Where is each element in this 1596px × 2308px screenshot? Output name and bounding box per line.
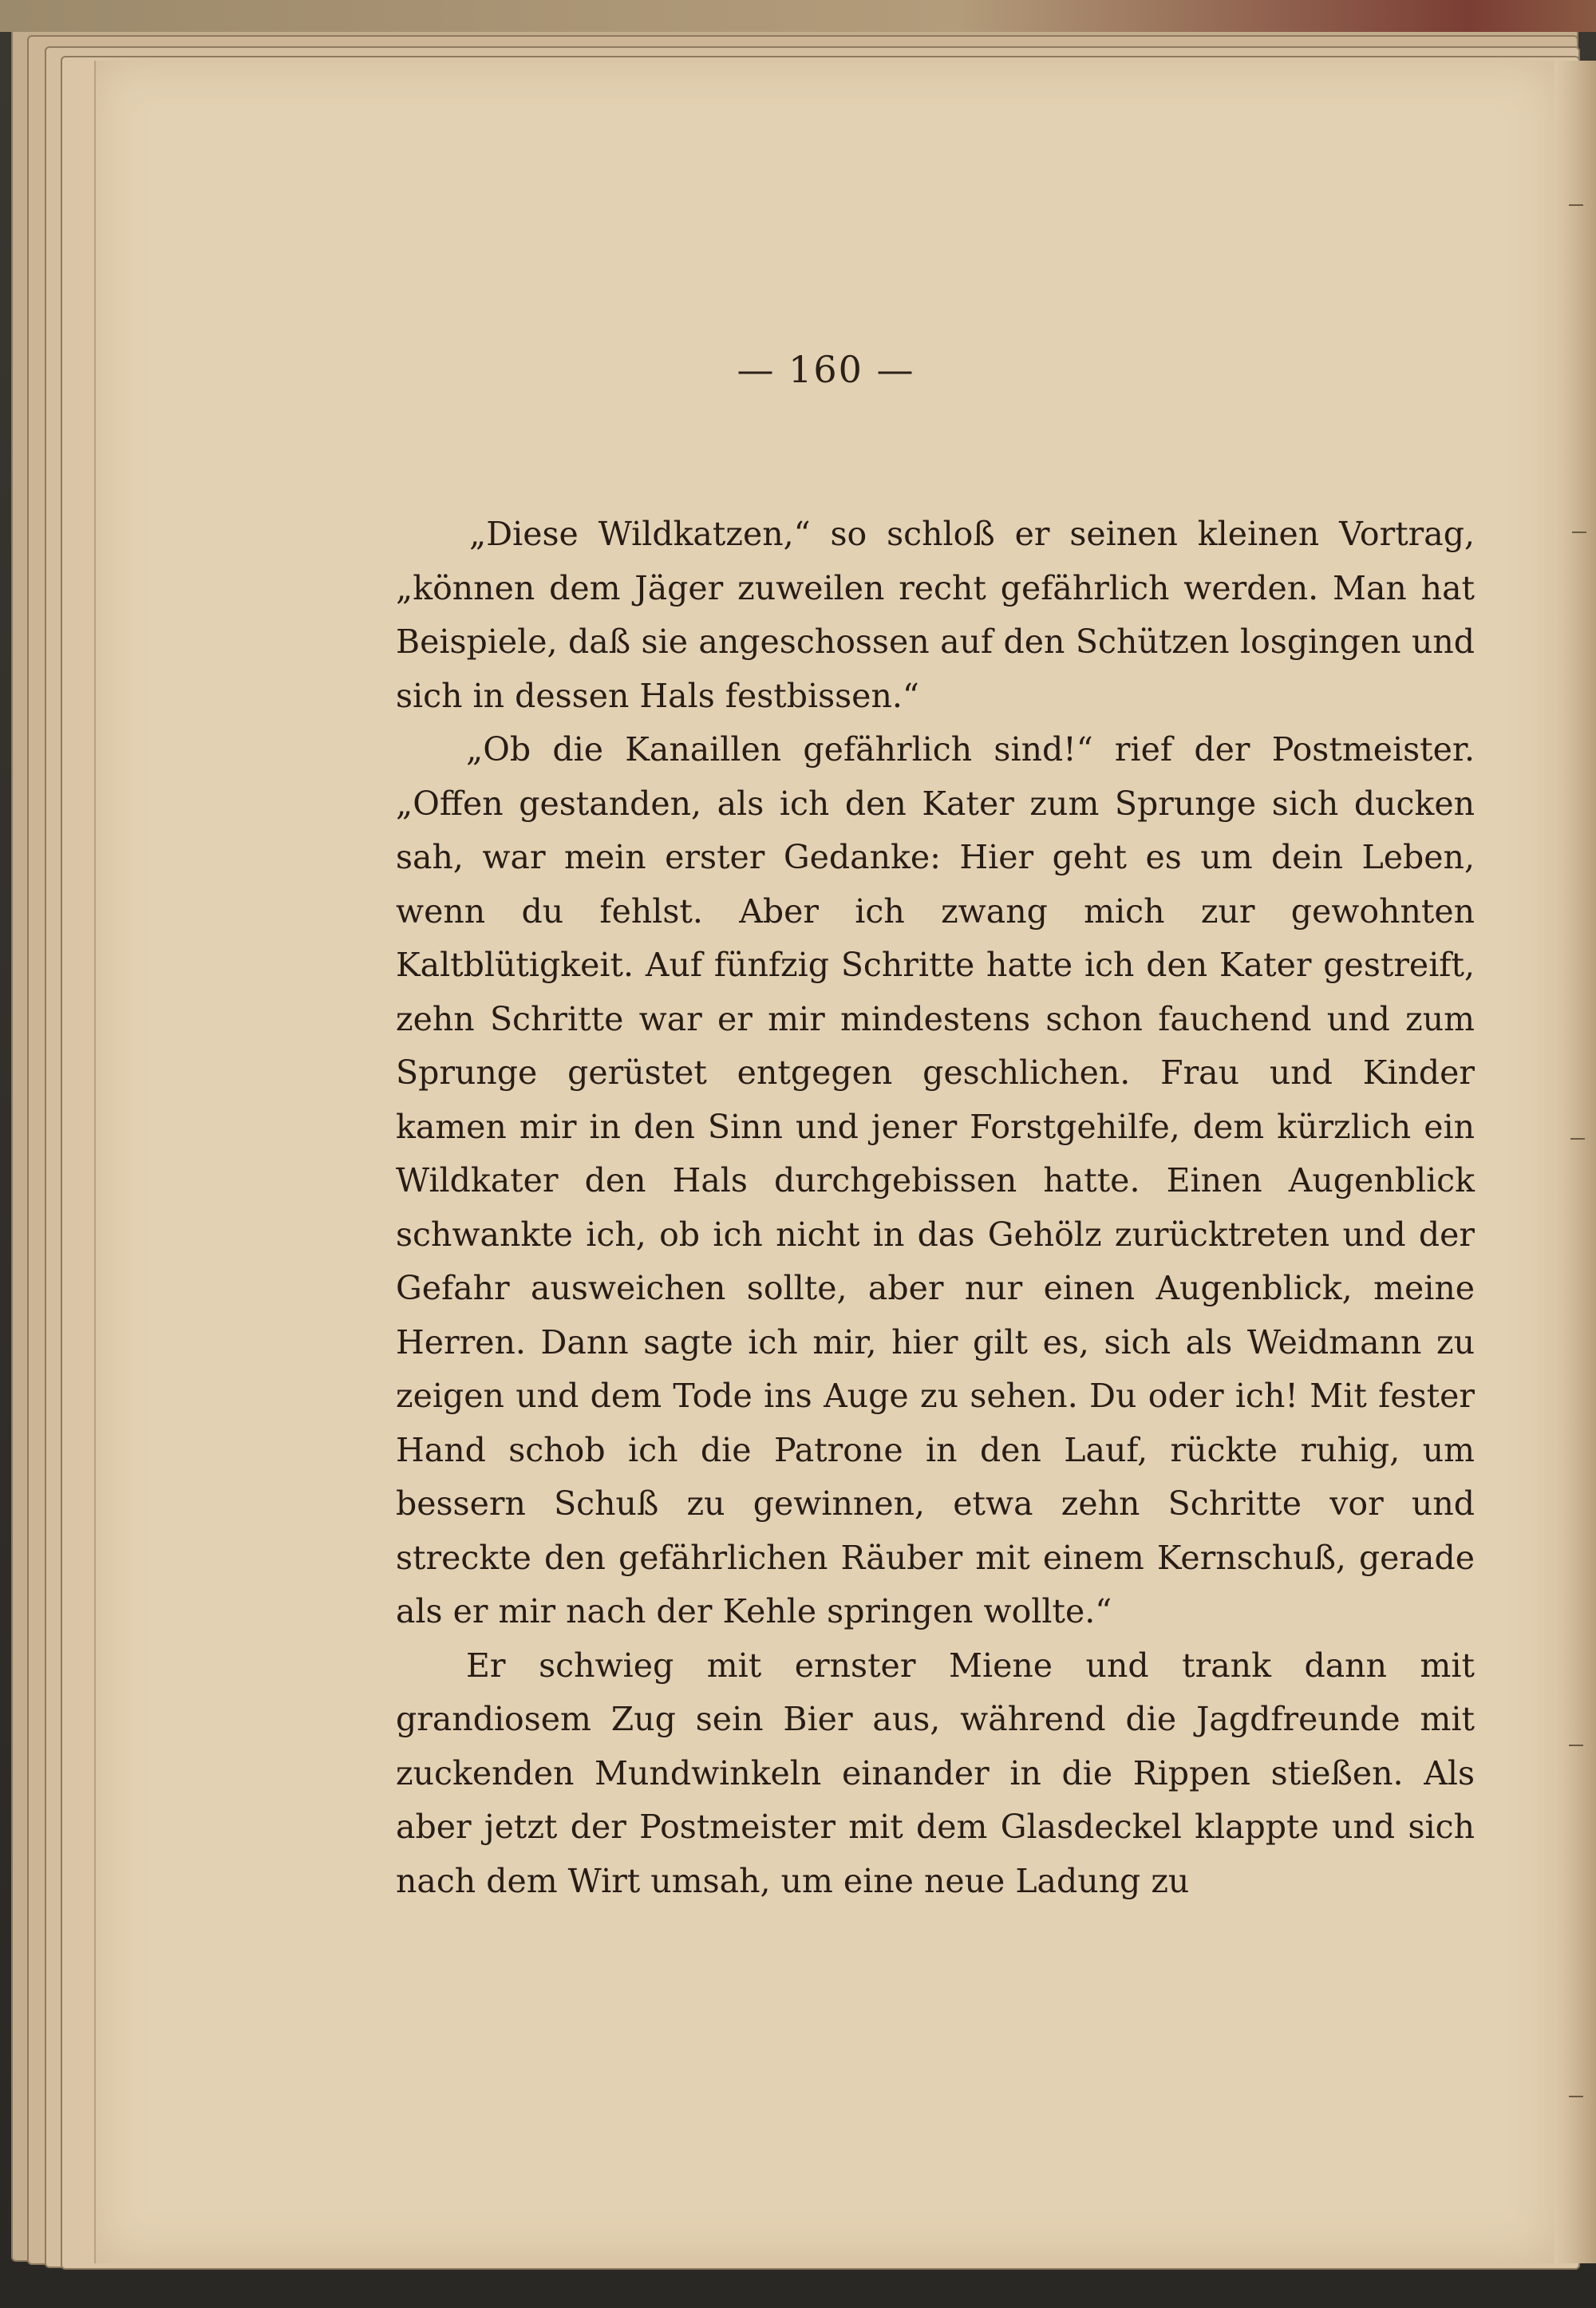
- margin-mark: [1569, 1745, 1583, 1746]
- paragraph: „Diese Wildkatzen,“ so schloß er seinen kleinen Vortrag, „können dem Jäger zuweilen recht gefährlich werden. Man hat Beispiele, daß sie angeschossen auf den Schützen losgingen und sich in dessen Hals festbissen.“: [396, 515, 1475, 715]
- margin-mark: [1569, 204, 1583, 206]
- margin-mark: [1569, 2096, 1583, 2097]
- margin-mark: [1572, 532, 1586, 533]
- page-number: — 160 —: [737, 348, 915, 391]
- page-gutter: [1555, 61, 1596, 2263]
- book-top-edge: [0, 0, 1596, 32]
- book-page: [94, 61, 1556, 2263]
- paragraph: „Ob die Kanaillen gefährlich sind!“ rief der Postmeister. „Offen gestanden, als ich den Kater zum Sprunge sich ducken sah, war mein erster Gedanke: Hier geht es um dein Leben, wenn du fehlst. Aber ich zwang mich zur gewohnten Kaltblütigkeit. Auf fünfzig Schritte hatte ich den Kater gestreift, zehn Schritte war er mir mindestens schon fauchend und zum Sprunge gerüstet entgegen geschlichen. Frau und Kinder kamen mir in den Sinn und jener Forstgehilfe, dem kürzlich ein Wildkater den Hals durchgebissen hatte. Einen Augenblick schwankte ich, ob ich nicht in das Gehölz zurücktreten und der Gefahr ausweichen sollte, aber nur einen Augenblick, meine Herren. Dann sagte ich mir, hier gilt es, sich als Weidmann zu zeigen und dem Tode ins Auge zu sehen. Du oder ich! Mit fester Hand schob ich die Patrone in den Lauf, rückte ruhig, um bessern Schuß zu gewinnen, etwa zehn Schritte vor und streckte den gefährlichen Räuber mit einem Kernschuß, gerade als er mir nach der Kehle springen wollte.“: [396, 730, 1475, 1630]
- body-text: [396, 508, 1475, 1908]
- paragraph: Er schwieg mit ernster Miene und trank dann mit grandiosem Zug sein Bier aus, während die Jagdfreunde mit zuckenden Mundwinkeln einander in die Rippen stießen. Als aber jetzt der Postmeister mit dem Glasdeckel klappte und sich nach dem Wirt umsah, um eine neue Ladung zu: [396, 1646, 1475, 1900]
- margin-mark: [1570, 1138, 1585, 1140]
